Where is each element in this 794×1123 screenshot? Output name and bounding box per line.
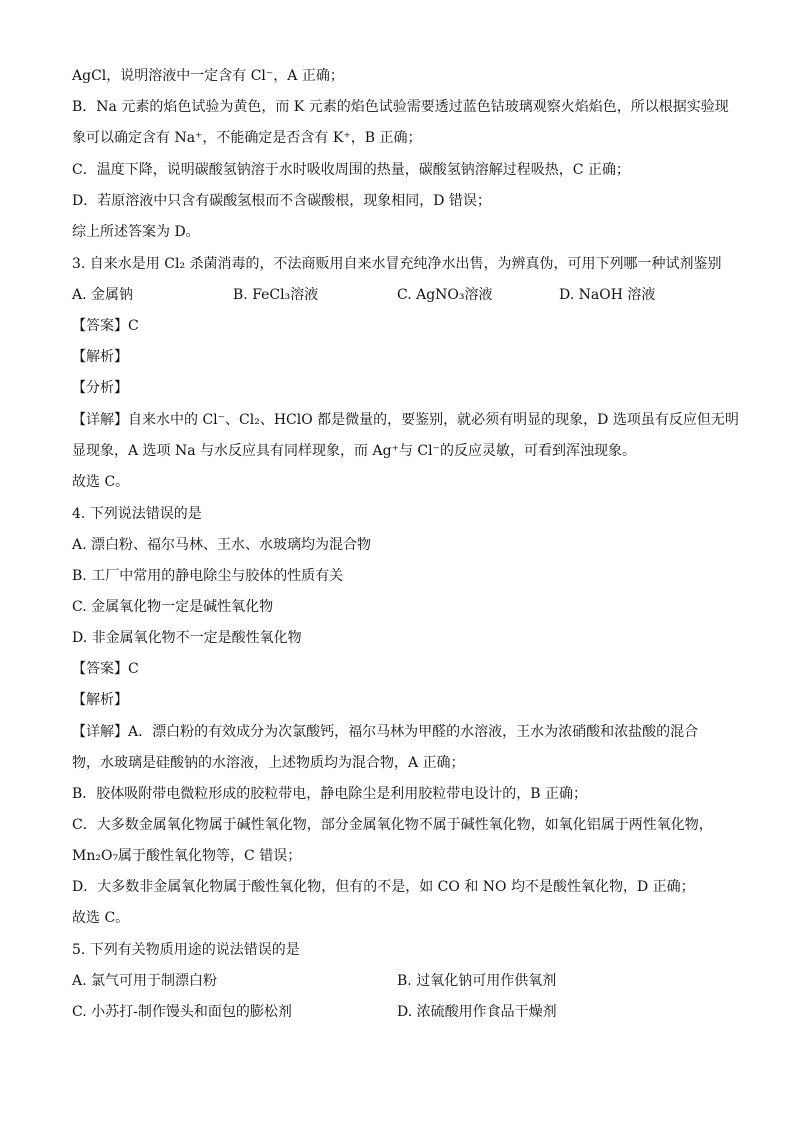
question-5-option-a: A. 氯气可用于制漂白粉 bbox=[72, 973, 218, 989]
question-3-option-c: C. AgNO₃溶液 bbox=[397, 287, 493, 303]
conclusion-line: 故选 C。 bbox=[72, 910, 130, 926]
text-line: AgCl，说明溶液中一定含有 Cl⁻，A 正确； bbox=[72, 68, 344, 84]
question-4-stem: 4. 下列说法错误的是 bbox=[72, 506, 202, 522]
question-4-option-b: B. 工厂中常用的静电除尘与胶体的性质有关 bbox=[72, 568, 344, 584]
question-4-option-d: D. 非金属氧化物不一定是酸性氧化物 bbox=[72, 630, 302, 646]
detail-line: 【详解】自来水中的 Cl⁻、Cl₂、HClO 都是微量的，要鉴别，就必须有明显的现象，D 选项虽有反应但无明 bbox=[72, 412, 739, 428]
analysis-header: 【分析】 bbox=[72, 380, 128, 396]
text-line: 综上所述答案为 D。 bbox=[72, 224, 200, 240]
answer-label: 【答案】C bbox=[72, 318, 139, 334]
detail-line: 【详解】A．漂白粉的有效成分为次氯酸钙，福尔马林为甲醛的水溶液，王水为浓硝酸和浓盐酸的混合 bbox=[72, 724, 699, 740]
text-line: D．若原溶液中只含有碳酸氢根而不含碳酸根，现象相同，D 错误； bbox=[72, 193, 491, 209]
answer-label: 【答案】C bbox=[72, 661, 139, 677]
text-line: 象可以确定含有 Na⁺，不能确定是否含有 K⁺，B 正确； bbox=[72, 130, 422, 146]
conclusion-line: 故选 C。 bbox=[72, 474, 130, 490]
question-4-option-a: A. 漂白粉、福尔马林、王水、水玻璃均为混合物 bbox=[72, 537, 372, 553]
question-5-stem: 5. 下列有关物质用途的说法错误的是 bbox=[72, 942, 300, 958]
analysis-label: 【解析】 bbox=[72, 692, 128, 708]
detail-line: C．大多数金属氧化物属于碱性氧化物，部分金属氧化物不属于碱性氧化物，如氧化铝属于两性氧化物， bbox=[72, 817, 713, 833]
detail-line: B．胶体吸附带电微粒形成的胶粒带电，静电除尘是利用胶粒带电设计的，B 正确； bbox=[72, 786, 588, 802]
question-3-option-b: B. FeCl₃溶液 bbox=[233, 287, 319, 303]
detail-line: 显现象，A 选项 Na 与水反应具有同样现象，而 Ag⁺与 Cl⁻的反应灵敏，可看到浑浊现象。 bbox=[72, 443, 636, 459]
question-3-option-a: A. 金属钠 bbox=[72, 287, 134, 303]
detail-line: 物，水玻璃是硅酸钠的水溶液，上述物质均为混合物，A 正确； bbox=[72, 755, 465, 771]
question-5-option-d: D. 浓硫酸用作食品干燥剂 bbox=[397, 1004, 557, 1020]
question-5-option-b: B. 过氧化钠可用作供氧剂 bbox=[397, 973, 557, 989]
question-5-option-c: C. 小苏打-制作馒头和面包的膨松剂 bbox=[72, 1004, 292, 1020]
detail-line: Mn₂O₇属于酸性氧化物等，C 错误； bbox=[72, 848, 302, 864]
question-3-stem: 3. 自来水是用 Cl₂ 杀菌消毒的，不法商贩用自来水冒充纯净水出售，为辨真伪，可用下列哪一种试剂鉴别 bbox=[72, 256, 722, 272]
text-line: B．Na 元素的焰色试验为黄色，而 K 元素的焰色试验需要透过蓝色钴玻璃观察火焰焰色，所以根据实验现 bbox=[72, 99, 729, 115]
text-line: C．温度下降，说明碳酸氢钠溶于水时吸收周围的热量，碳酸氢钠溶解过程吸热，C 正确； bbox=[72, 162, 630, 178]
analysis-label: 【解析】 bbox=[72, 349, 128, 365]
detail-line: D．大多数非金属氧化物属于酸性氧化物，但有的不是，如 CO 和 NO 均不是酸性氧化物，D 正确； bbox=[72, 879, 695, 895]
question-3-option-d: D. NaOH 溶液 bbox=[559, 287, 656, 303]
question-4-option-c: C. 金属氧化物一定是碱性氧化物 bbox=[72, 599, 274, 615]
